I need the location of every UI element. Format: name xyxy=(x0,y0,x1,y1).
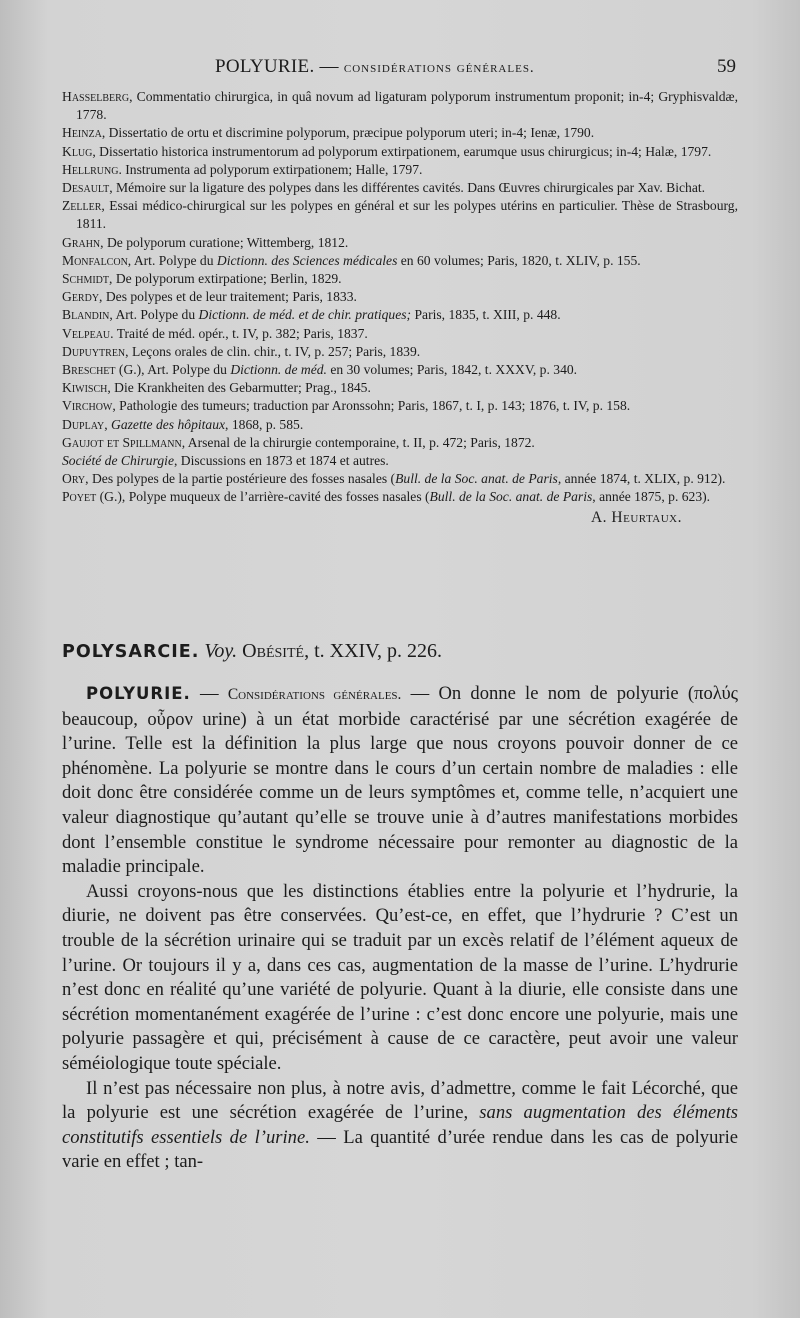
polysarcie-headword: POLYSARCIE. xyxy=(62,642,200,662)
bib-work-title: Gazette des hôpitaux xyxy=(111,416,226,432)
paragraph-text: Il n’est pas nécessaire non plus, à notre avis, d’admettre, comme le fait Lécorché, que la polyurie est une sécrétion exagérée de l’urine, xyxy=(62,1077,738,1124)
cross-reference-term: Obésité xyxy=(242,640,305,662)
bib-text: Paris, 1835, t. XIII, p. 448. xyxy=(411,307,561,323)
bib-text: , Mémoire sur la ligature des polypes dans les différentes cavités. Dans Œuvres chirurgicales par Xav. Bichat. xyxy=(109,180,706,196)
bib-text: , Essai médico-chirurgical sur les polypes en général et sur les polypes utérins en particulier. Thèse de Strasbourg, 1811. xyxy=(76,198,738,232)
page-number: 59 xyxy=(717,56,736,77)
bib-author: Heinza xyxy=(62,125,102,141)
bib-text: , Die Krankheiten des Gebarmutter; Prag., 1845. xyxy=(107,380,371,396)
polysarcie-entry xyxy=(62,640,738,663)
bib-text: , De polyporum curatione; Wittemberg, 1812. xyxy=(100,234,349,250)
bibliography xyxy=(62,88,738,527)
bib-author: Zeller xyxy=(62,198,102,214)
paragraph-text: On donne le nom de polyurie (πολύς beaucoup, οὖρον urine) à un état morbide caractérisé par une sécrétion exagérée de l’urine. Telle est la définition la plus large que nous croyons pouvoir donner de ce phénomène. La polyurie se montre dans le cours d’un certain nombre de maladies : elle doit donc être considérée comme un de leurs symptômes et, comme telle, n’acquiert une valeur diagnostique qu’autant qu’elle se trouve unie à d’autres manifestations morbides dont l’ensemble constitue le syndrome nécessaire pour remonter au diagnostic de la maladie principale. xyxy=(62,683,739,878)
bib-author: Poyet xyxy=(62,489,97,505)
bib-entry xyxy=(62,197,738,233)
polyurie-article xyxy=(62,682,738,1175)
bib-entry xyxy=(62,270,738,288)
cross-reference-location: , t. XXIV, p. 226. xyxy=(304,640,443,662)
running-header xyxy=(60,56,740,82)
bib-text: , Art. Polype du xyxy=(127,252,217,268)
separator-dash: — xyxy=(401,683,439,704)
bib-text: . Traité de méd. opér., t. IV, p. 382; Paris, 1837. xyxy=(110,325,368,341)
signature-name: Heurtaux. xyxy=(611,508,682,526)
bib-entry xyxy=(62,252,738,270)
bib-text: , Commentatio chirurgica, in quâ novum ad ligaturam polyporum instrumentum proponit; in-4; Gryphisvaldæ, 1778. xyxy=(76,89,738,123)
bib-entry xyxy=(62,161,738,179)
bib-author: Kiwisch xyxy=(62,380,108,396)
emphasis-text: sans augmentation des éléments constitutifs essentiels de l’urine. xyxy=(62,1102,738,1148)
bib-author: Hasselberg xyxy=(62,89,130,104)
bib-text: (G.), Art. Polype du xyxy=(115,362,231,378)
bib-text: , Leçons orales de clin. chir., t. IV, p. 257; Paris, 1839. xyxy=(125,343,421,359)
bib-author: Hellrung xyxy=(62,161,119,177)
bib-author: Desault xyxy=(62,180,110,196)
bib-author: Schmidt xyxy=(62,271,110,287)
bib-author: Breschet xyxy=(62,362,116,378)
bib-author: Duplay xyxy=(62,416,105,432)
bib-author: Virchow xyxy=(62,398,113,414)
bib-text: (G.), Polype muqueux de l’arrière-cavité des fosses nasales ( xyxy=(96,489,430,505)
bib-author: Grahn xyxy=(62,234,101,250)
bib-work-title: Dictionn. de méd. xyxy=(230,362,327,378)
bib-work-title: Dictionn. de méd. et de chir. pratiques; xyxy=(198,307,412,323)
bib-work-title: Bull. de la Soc. anat. de Paris xyxy=(395,471,558,487)
bib-text: , Discussions en 1873 et 1874 et autres. xyxy=(174,453,389,469)
bib-entry xyxy=(62,143,738,161)
bib-work-title: Bull. de la Soc. anat. de Paris xyxy=(429,489,593,505)
bib-author: Dupuytren xyxy=(62,343,126,359)
bib-text: . Instrumenta ad polyporum extirpationem; Halle, 1797. xyxy=(118,161,423,177)
see-reference-label: Voy. xyxy=(204,640,238,662)
bib-author: Gaujot et Spillmann xyxy=(62,434,182,450)
bib-text: , xyxy=(104,416,112,432)
paragraph: Aussi croyons-nous que les distinctions établies entre la polyurie et l’hydrurie, la diurie, ne doivent pas être conservées. Qu’est-ce, en effet, que l’hydrurie ? C’est un trouble de la sécrétion urinaire qui se traduit par un excès relatif de l’élément aqueux de l’urine. Or toujours il y a, dans ces cas, augmentation de la masse de l’urine. L’hydrurie n’est donc en réalité qu’une variété de polyurie. Quant à la diurie, elle consiste dans une sécrétion momentanément exagérée de l’urine : c’est donc encore une polyurie, mais une polyurie passagère et qui, précisément à cause de ce caractère, peut avoir une valeur séméiologique toute spéciale. xyxy=(62,880,738,1074)
bib-text: , année 1875, p. 623). xyxy=(592,489,711,505)
paragraph xyxy=(62,1077,738,1175)
paragraph xyxy=(62,682,738,880)
bib-text: , Art. Polype du xyxy=(109,307,199,323)
bib-text: , Arsenal de la chirurgie contemporaine, t. II, p. 472; Paris, 1872. xyxy=(181,434,535,450)
bib-entry xyxy=(62,470,738,488)
section-subhead: Considérations générales. xyxy=(227,686,402,703)
bib-entry xyxy=(62,179,738,197)
paragraph-text: — La quantité d’urée rendue dans les cas de polyurie varie en effet ; tan- xyxy=(62,1126,738,1173)
bib-author: Ory xyxy=(62,471,86,487)
bib-entry xyxy=(62,288,738,306)
bib-text: , Des polypes de la partie postérieure des fosses nasales ( xyxy=(85,471,396,487)
bib-text: , Dissertatio de ortu et discrimine polyporum, præcipue polyporum uteri; in-4; Ienæ, 1790. xyxy=(101,125,595,141)
bib-author: Monfalcon xyxy=(62,252,128,268)
bib-entry xyxy=(62,361,738,379)
bib-author: Blandin xyxy=(62,307,110,323)
bib-entry xyxy=(62,325,738,343)
bib-text: , année 1874, t. XLIX, p. 912). xyxy=(557,471,726,487)
bib-entry xyxy=(62,343,738,361)
bib-text: , Des polypes et de leur traitement; Paris, 1833. xyxy=(99,289,357,305)
bib-entry xyxy=(62,452,738,470)
bib-text: , Pathologie des tumeurs; traduction par Aronssohn; Paris, 1867, t. I, p. 143; 1876, t. IV, p. 158. xyxy=(112,398,631,414)
bib-entry xyxy=(62,397,738,415)
bib-entry xyxy=(62,124,738,142)
bib-entry xyxy=(62,306,738,324)
bib-work-title: Société de Chirurgie xyxy=(62,453,174,469)
bib-text: en 30 volumes; Paris, 1842, t. XXXV, p. 340. xyxy=(326,362,578,378)
bib-entry xyxy=(62,379,738,397)
bib-work-title: Dictionn. des Sciences médicales xyxy=(216,252,398,268)
bib-author: Klug xyxy=(62,143,93,159)
bib-entry xyxy=(62,234,738,252)
bib-entry xyxy=(62,416,738,434)
bib-entry xyxy=(62,88,738,124)
bib-text: en 60 volumes; Paris, 1820, t. XLIV, p. 155. xyxy=(397,252,641,268)
separator-dash: — xyxy=(190,683,228,704)
running-title xyxy=(215,56,535,78)
running-title-dash: — xyxy=(314,56,344,77)
running-title-main: POLYURIE. xyxy=(215,56,315,77)
bib-text: , Dissertatio historica instrumentorum ad polyporum extirpationem, earumque usus chirurgicus; in-4; Halæ, 1797. xyxy=(92,143,712,159)
bib-author: Gerdy xyxy=(62,289,100,305)
bib-entry xyxy=(62,488,738,506)
running-title-sub: considérations générales. xyxy=(343,60,535,76)
polyurie-headword: POLYURIE. xyxy=(86,684,191,703)
bib-text: , 1868, p. 585. xyxy=(225,416,304,432)
article-signature xyxy=(62,509,738,527)
bib-entry xyxy=(62,434,738,452)
bib-text: , De polyporum extirpatione; Berlin, 1829. xyxy=(109,271,342,287)
signature-initial: A. xyxy=(590,508,612,526)
bib-author: Velpeau xyxy=(62,325,111,341)
